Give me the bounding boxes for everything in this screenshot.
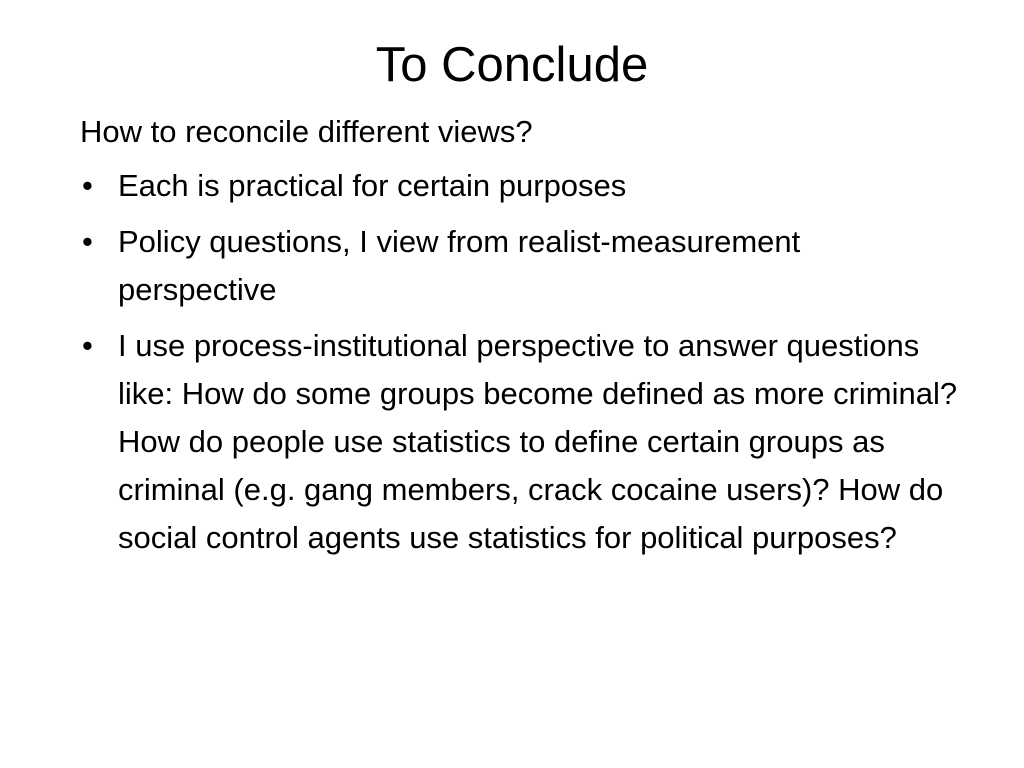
bullet-list — [80, 162, 960, 562]
slide-title: To Conclude — [375, 38, 649, 92]
bullet-point-icon: • — [82, 168, 93, 203]
bullet-text: Each is practical for certain purposes — [118, 168, 627, 203]
bullet-point-icon: • — [82, 328, 93, 363]
bullet-item — [80, 322, 960, 562]
bullet-text: I use process-institutional perspective to answer questions like: How do some groups become defined as more criminal? How do people use statistics to define certain groups as criminal (e.g. gang members, crack cocaine users)? How do social control agents use statistics for political purposes? — [118, 328, 958, 555]
bullet-point-icon: • — [82, 224, 93, 259]
bullet-item — [80, 218, 960, 314]
bullet-text: Policy questions, I view from realist-measurement perspective — [118, 224, 801, 307]
bullet-item — [80, 162, 960, 210]
slide-body — [80, 108, 960, 570]
intro-text: How to reconcile different views? — [80, 114, 533, 149]
